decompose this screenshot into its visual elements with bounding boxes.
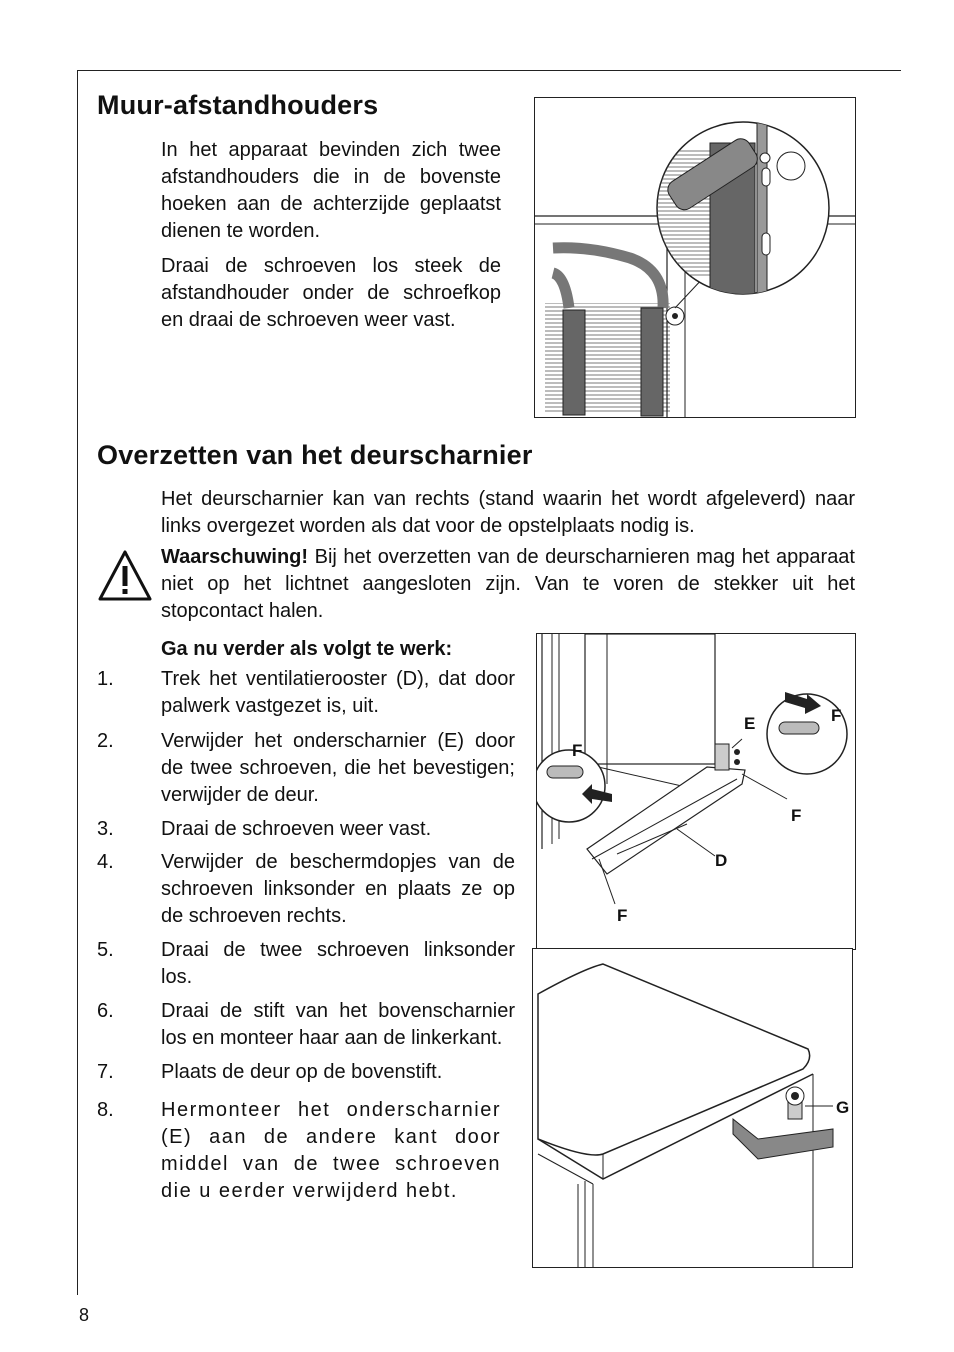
step-text: Verwijder het onderscharnier (E) door de twee schroeven, die het bevestigen; verwijder de deur. bbox=[161, 730, 515, 806]
figure-hinge-removal bbox=[536, 633, 856, 950]
step-text: Verwijder de beschermdopjes van de schroeven linksonder en plaats ze op de schroeven rechts. bbox=[161, 851, 515, 927]
label-d: D bbox=[715, 851, 728, 870]
step-text: Hermonteer het onderscharnier (E) aan de andere kant door middel van de twee schroeven die u eerder verwijderd hebt. bbox=[161, 1099, 501, 1202]
warning-triangle-icon bbox=[97, 548, 153, 604]
section-title-door-hinge: Overzetten van het deurscharnier bbox=[97, 440, 533, 470]
label-e: E bbox=[744, 714, 756, 733]
warning-text: Bij het overzetten van de deurscharnieren mag het apparaat niet op het lichtnet aangesloten zijn. Van te voren de stekker uit het stopcontact halen. bbox=[161, 546, 855, 622]
door-hinge-intro: Het deurscharnier kan van rechts (stand waarin het wordt afgeleverd) naar links overgezet worden als dat voor de opstelplaats nodig is. bbox=[161, 488, 855, 537]
step-text: Draai de twee schroeven linksonder los. bbox=[161, 939, 515, 988]
step-number: 6. bbox=[97, 1000, 114, 1022]
step-number: 2. bbox=[97, 730, 114, 752]
step-text: Trek het ventilatierooster (D), dat door palwerk vastgezet is, uit. bbox=[161, 668, 515, 717]
label-f-right: F bbox=[791, 806, 802, 825]
step-text: Plaats de deur op de bovenstift. bbox=[161, 1061, 443, 1083]
label-f-bottom: F bbox=[617, 906, 628, 925]
label-f-left-top: F bbox=[572, 741, 583, 760]
left-rule bbox=[77, 70, 78, 1295]
page-number: 8 bbox=[79, 1305, 90, 1325]
step-number: 7. bbox=[97, 1061, 114, 1083]
step-number: 3. bbox=[97, 818, 114, 840]
wall-spacers-paragraph-2: Draai de schroeven los steek de afstandhouder onder de schroefkop en draai de schroeven weer vast. bbox=[161, 255, 501, 331]
steps-heading: Ga nu verder als volgt te werk: bbox=[161, 638, 453, 660]
warning-label: Waarschuwing! bbox=[161, 546, 309, 568]
section-title-wall-spacers: Muur-afstandhouders bbox=[97, 90, 379, 120]
figure-hinge-pin bbox=[532, 948, 853, 1268]
label-f-right-top: F bbox=[831, 706, 842, 725]
label-g: G bbox=[836, 1098, 850, 1117]
top-rule bbox=[77, 70, 901, 71]
wall-spacers-paragraph-1: In het apparaat bevinden zich twee afstandhouders die in de bovenste hoeken aan de achterzijde geplaatst dienen te worden. bbox=[161, 139, 501, 242]
warning-paragraph bbox=[161, 544, 855, 625]
step-number: 4. bbox=[97, 851, 114, 873]
step-number: 8. bbox=[97, 1099, 114, 1121]
figure-wall-spacers bbox=[534, 97, 856, 418]
step-text: Draai de schroeven weer vast. bbox=[161, 818, 432, 840]
step-number: 1. bbox=[97, 668, 114, 690]
step-number: 5. bbox=[97, 939, 114, 961]
step-text: Draai de stift van het bovenscharnier los en monteer haar aan de linkerkant. bbox=[161, 1000, 515, 1049]
